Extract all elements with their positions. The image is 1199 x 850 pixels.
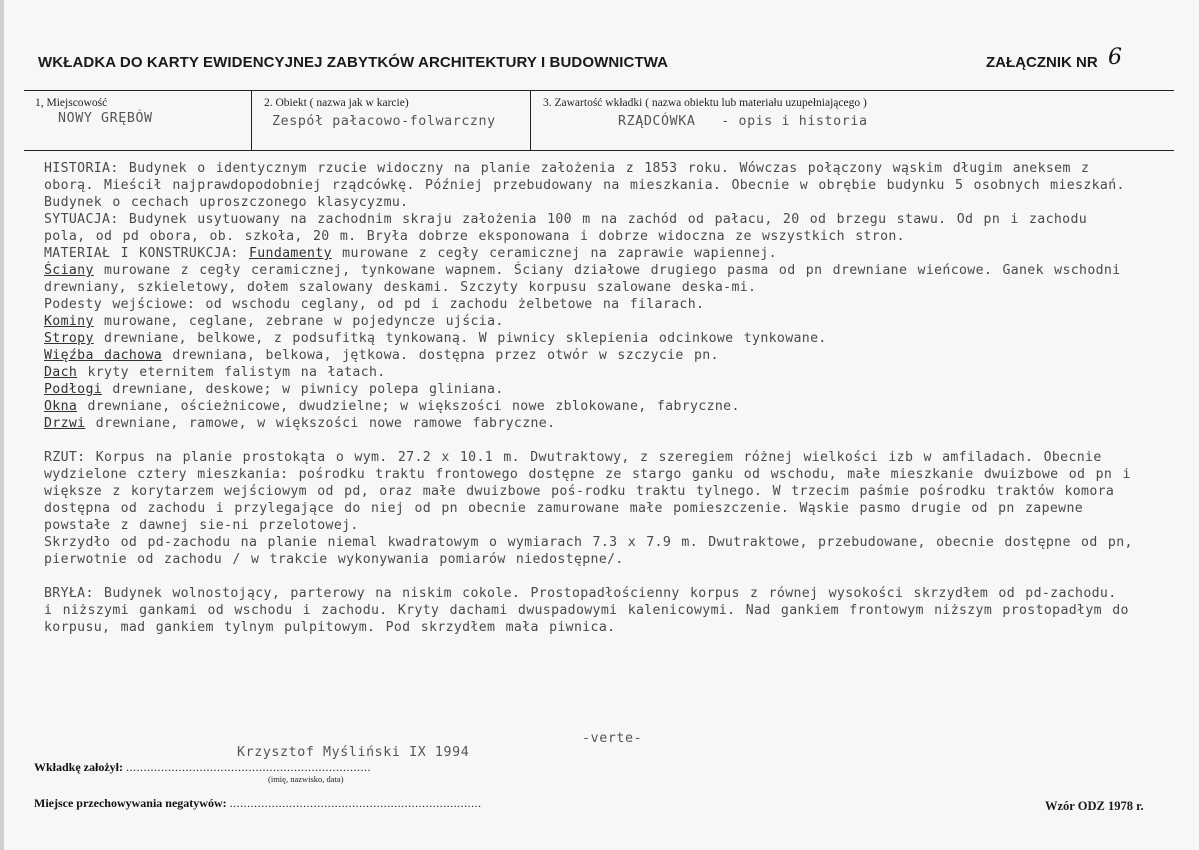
material-text: Podesty wejściowe: od wschodu ceglany, od pd i zachodu żelbetowe na filarach. <box>44 297 705 312</box>
section-skrzydlo: Skrzydło od pd-zachodu na planie niemal kwadratowym o wymiarach 7.3 x 7.9 m. Dwutraktowe, przebudowane, obecnie dostępne od pn, pierwotnie od zachodu / w trakcie wykonywania pomiarów niedostępne/. <box>44 535 1133 567</box>
object-label: 2. Obiekt ( nazwa jak w karcie) <box>264 97 409 109</box>
material-text: drewniane, belkowe, z podsufitką tynkowaną. W piwnicy sklepienia odcinkowe tynkowane. <box>93 331 827 346</box>
material-text: murowane z cegły ceramicznej na zaprawie wapiennej. <box>331 246 777 261</box>
locality-label: 1, Miejscowość <box>35 97 108 109</box>
section-sytuacja: SYTUACJA: Budynek usytuowany na zachodnim skraju założenia 100 m na zachód od pałacu, 20 od brzegu stawu. Od pn i zachodu pola, od pd obora, ob. szkoła, 20 m. Bryła dobrze eksponowana i dobrze widoczna ze wszystkich stron. <box>44 212 1088 244</box>
created-by-caption: (imię, nazwisko, data) <box>268 774 344 784</box>
material-key: Więźba dachowa <box>44 348 163 363</box>
material-item <box>44 296 1134 313</box>
material-item <box>44 415 1134 432</box>
material-text: drewniane, ramowe, w większości nowe ramowe fabryczne. <box>85 416 556 431</box>
material-text: drewniana, belkowa, jętkowa. dostępna przez otwór w szczycie pn. <box>162 348 719 363</box>
material-key: Stropy <box>44 331 94 346</box>
created-by-dots: ...................................................................... <box>126 760 371 774</box>
verte-note: -verte- <box>582 731 643 746</box>
header-bottom-rule <box>24 150 1174 151</box>
material-text: drewniane, deskowe; w piwnicy polepa gliniana. <box>102 382 504 397</box>
locality-value: NOWY GRĘBÓW <box>58 111 153 126</box>
material-item <box>44 364 1134 381</box>
material-text: kryty eternitem falistym na łatach. <box>77 365 386 380</box>
header-top-rule <box>24 90 1174 91</box>
author-signature: Krzysztof Myśliński IX 1994 <box>237 745 470 760</box>
material-item <box>44 381 1134 398</box>
material-text: drewniane, ościeżnicowe, dwudzielne; w większości nowe zblokowane, fabryczne. <box>77 399 740 414</box>
material-intro: MATERIAŁ I KONSTRUKCJA: <box>44 246 239 261</box>
material-key: Okna <box>44 399 78 414</box>
material-item <box>44 330 1134 347</box>
storage-line <box>34 796 482 811</box>
created-by-label: Wkładkę założył: <box>34 760 123 774</box>
material-key: Fundamenty <box>248 246 332 261</box>
material-key: Dach <box>44 365 78 380</box>
material-key: Drzwi <box>44 416 86 431</box>
field-divider-2 <box>530 91 531 151</box>
section-bryla: BRYŁA: Budynek wolnostojący, parterowy na niskim cokole. Prostopadłościenny korpus z równej wysokości skrzydłem od pd-zachodu. i niższymi gankami od wschodu i zachodu. Kryty dachami dwuspadowymi kalenicowymi. Nad gankiem frontowym niższym prostopadłym do korpusu, mad gankiem tylnym pulpitowym. Pod skrzydłem mała piwnica. <box>44 586 1129 635</box>
material-text: murowane, ceglane, zebrane w pojedyncze ujścia. <box>93 314 504 329</box>
form-title: WKŁADKA DO KARTY EWIDENCYJNEJ ZABYTKÓW ARCHITEKTURY I BUDOWNICTWA <box>38 54 669 71</box>
annex-number: 6 <box>1108 45 1122 70</box>
paragraph-gap <box>44 432 1134 449</box>
object-value: Zespół pałacowo-folwarczny <box>272 114 496 129</box>
material-key: Kominy <box>44 314 94 329</box>
material-item <box>44 398 1134 415</box>
section-material <box>44 245 1134 262</box>
storage-label: Miejsce przechowywania negatywów: <box>34 796 227 810</box>
section-historia: HISTORIA: Budynek o identycznym rzucie widoczny na planie założenia z 1853 roku. Wówczas połączony wąskim długim aneksem z oborą. Mieścił najprawdopodobniej rządcówkę. Później przebudowany na mieszkania. Obecnie w obrębie budynku 5 osobnych mieszkań. <box>44 161 1125 193</box>
material-item <box>44 313 1134 330</box>
material-key: Podłogi <box>44 382 103 397</box>
paragraph-gap <box>44 568 1134 585</box>
section-rzut: RZUT: Korpus na planie prostokąta o wym. 27.2 x 10.1 m. Dwutraktowy, z szeregiem różnej wielkości izb w amfiladach. Obecnie wydzielone cztery mieszkania: pośrodku traktu frontowego dostępne ze stargo ganku od wschodu, małe mieszkanie dwuizbowe od pn i większe z korytarzem wejściowym od pd, oraz małe dwuizbowe poś-rodku traktu tylnego. W trzecim paśmie pośrodku traktów komora dostępna od zachodu i przylegające do niej od pn obecnie zamurowane małe pomieszczenie. Wąskie pasmo drugie od pn zapewne powstałe z dawnej sie-ni przelotowej. <box>44 450 1131 533</box>
material-text: murowane z cegły ceramicznej, tynkowane wapnem. Ściany działowe drugiego pasma od pn drewniane wieńcowe. Ganek wschodni drewniany, szkieletowy, dołem szalowany deskami. Szczyty korpusu szalowane deska-mi. <box>44 263 1121 295</box>
description-body <box>44 160 1134 636</box>
material-key: Ściany <box>44 263 94 278</box>
content-value: RZĄDCÓWKA - opis i historia <box>618 114 868 129</box>
content-label: 3. Zawartość wkładki ( nazwa obiektu lub materiału uzupełniającego ) <box>543 97 867 109</box>
annex-label: ZAŁĄCZNIK NR <box>986 54 1098 71</box>
created-by-line <box>34 760 371 775</box>
section-styl: Budynek o cechach uproszczonego klasycyzmu. <box>44 195 409 210</box>
storage-dots: ........................................................................ <box>229 796 482 810</box>
material-item <box>44 347 1134 364</box>
scan-edge <box>0 0 4 850</box>
form-id: Wzór ODZ 1978 r. <box>1045 799 1144 813</box>
field-divider-1 <box>251 91 252 151</box>
material-item <box>44 262 1134 296</box>
